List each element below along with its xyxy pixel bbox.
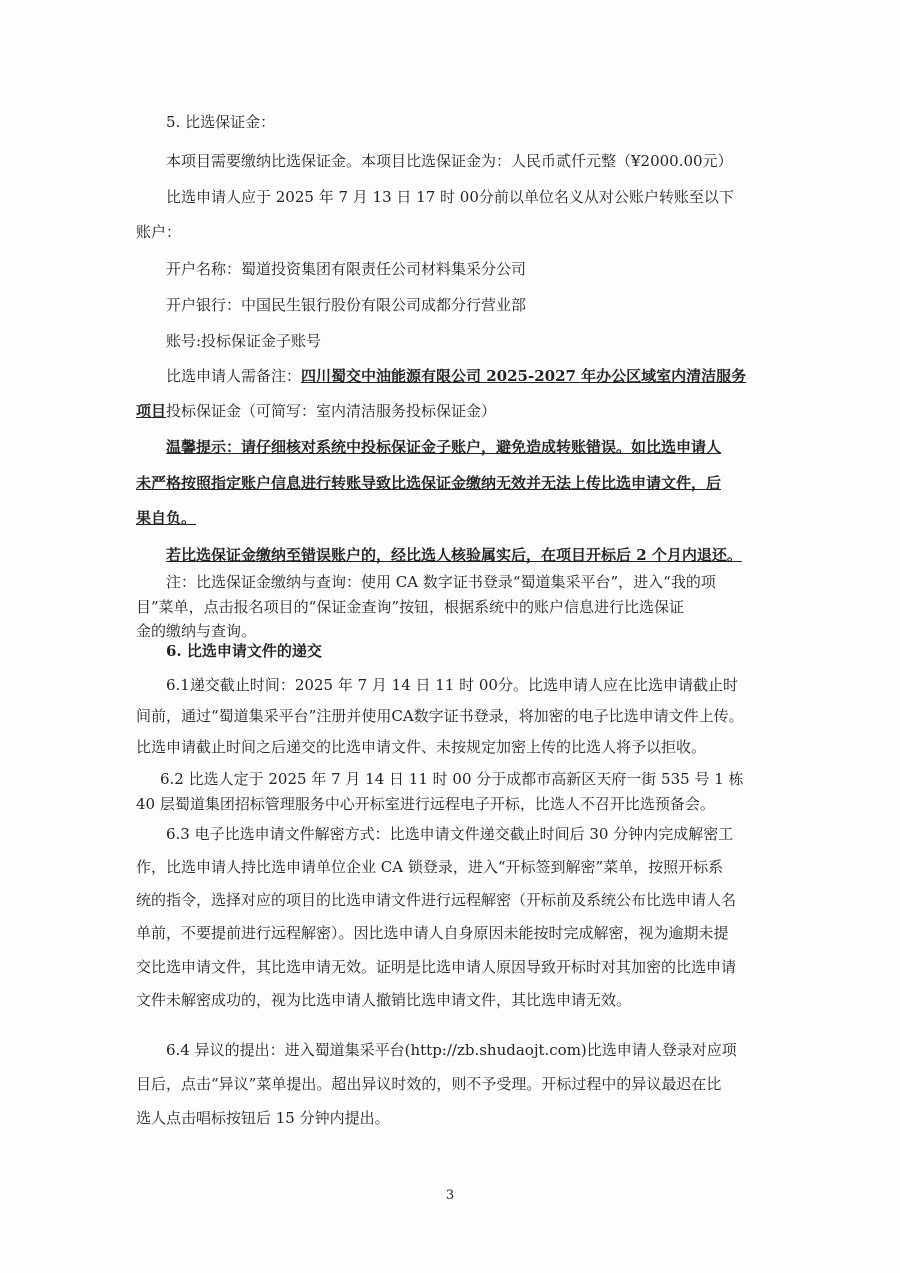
p6-1-text: 6.1递交截止时间：2025 年 7 月 14 日 11 时 00分。比选申请人应在比选申请截止时: [166, 676, 738, 694]
p6-4-text: 6.4 异议的提出：进入蜀道集采平台(http://zb.shudaojt.com)比选申请人登录对应项: [166, 1041, 737, 1059]
p6-3-text-l2: 作，比选申请人持比选申请单位企业 CA 锁登录，进入“开标签到解密”菜单，按照开标系: [136, 858, 724, 876]
page-number: 3: [445, 1188, 455, 1203]
remark-line: [166, 366, 900, 386]
remark-line-cont: [136, 401, 900, 421]
p6-4-text-end: 选人点击唱标按钮后 15 分钟内提出。: [136, 1109, 390, 1127]
remark-suffix: 投标保证金（可简写：室内清洁服务投标保证金）: [166, 402, 497, 420]
refund-notice: 若比选保证金缴纳至错误账户的，经比选人核验属实后，在项目开标后 2 个月内退还。: [166, 546, 742, 564]
p6-2-text-cont: 40 层蜀道集团招标管理服务中心开标室进行远程电子开标，比选人不召开比选预备会。: [136, 795, 715, 813]
note-text-cont: 目”菜单，点击报名项目的“保证金查询”按钮，根据系统中的账户信息进行比选保证: [136, 598, 685, 616]
p6-3-text-l4: 单前，不要提前进行远程解密）。因比选申请人自身原因未能按时完成解密，视为逾期未提: [136, 924, 729, 942]
remark-project-name-cont: 项目: [136, 402, 167, 420]
bond-deadline-text: 比选申请人应于 2025 年 7 月 13 日 17 时 00分前以单位名义从对公账户转账至以下: [166, 188, 734, 206]
bond-amount-text: 本项目需要缴纳比选保证金。本项目比选保证金为：人民币贰仟元整（¥2000.00元）: [166, 152, 733, 170]
remark-prefix: 比选申请人需备注：: [166, 367, 302, 385]
warning-tip-end: 果自负。: [136, 509, 197, 527]
account-bank: 开户银行：中国民生银行股份有限公司成都分行营业部: [166, 296, 527, 314]
p6-3-text-l6: 文件未解密成功的，视为比选申请人撤销比选申请文件，其比选申请无效。: [136, 991, 632, 1009]
p6-3-text-l5: 交比选申请文件，其比选申请无效。证明是比选申请人原因导致开标时对其加密的比选申请: [136, 958, 737, 976]
section5-heading: 5. 比选保证金：: [166, 113, 276, 131]
p6-1-text-cont: 间前，通过“蜀道集采平台”注册并使用CA数字证书登录，将加密的电子比选申请文件上传。: [136, 707, 744, 725]
p6-3-text-l3: 统的指令，选择对应的项目的比选申请文件进行远程解密（开标前及系统公布比选申请人名: [136, 891, 737, 909]
warning-tip: 温馨提示：请仔细核对系统中投标保证金子账户，避免造成转账错误。如比选申请人: [166, 438, 722, 456]
bond-deadline-text-cont: 账户：: [136, 223, 182, 241]
p6-2-text: 6.2 比选人定于 2025 年 7 月 14 日 11 时 00 分于成都市高新区天府一街 535 号 1 栋: [160, 770, 744, 788]
warning-tip-cont: 未严格按照指定账户信息进行转账导致比选保证金缴纳无效并无法上传比选申请文件，后: [136, 474, 722, 492]
remark-project-name: 四川蜀交中油能源有限公司 2025-2027 年办公区域室内清洁服务: [301, 367, 747, 385]
p6-3-text: 6.3 电子比选申请文件解密方式：比选申请文件递交截止时间后 30 分钟内完成解密工: [166, 825, 734, 843]
section6-heading: 6. 比选申请文件的递交: [166, 642, 322, 660]
p6-1-text-end: 比选申请截止时间之后递交的比选申请文件、未按规定加密上传的比选人将予以拒收。: [136, 738, 707, 756]
p6-4-text-cont: 目后，点击“异议”菜单提出。超出异议时效的，则不予受理。开标过程中的异议最迟在比: [136, 1075, 722, 1093]
account-number: 账号:投标保证金子账号: [166, 332, 322, 350]
note-text: 注：比选保证金缴纳与查询：使用 CA 数字证书登录“蜀道集采平台”，进入“我的项: [166, 573, 716, 591]
note-text-end: 金的缴纳与查询。: [136, 622, 257, 640]
account-name: 开户名称：蜀道投资集团有限责任公司材料集采分公司: [166, 260, 527, 278]
